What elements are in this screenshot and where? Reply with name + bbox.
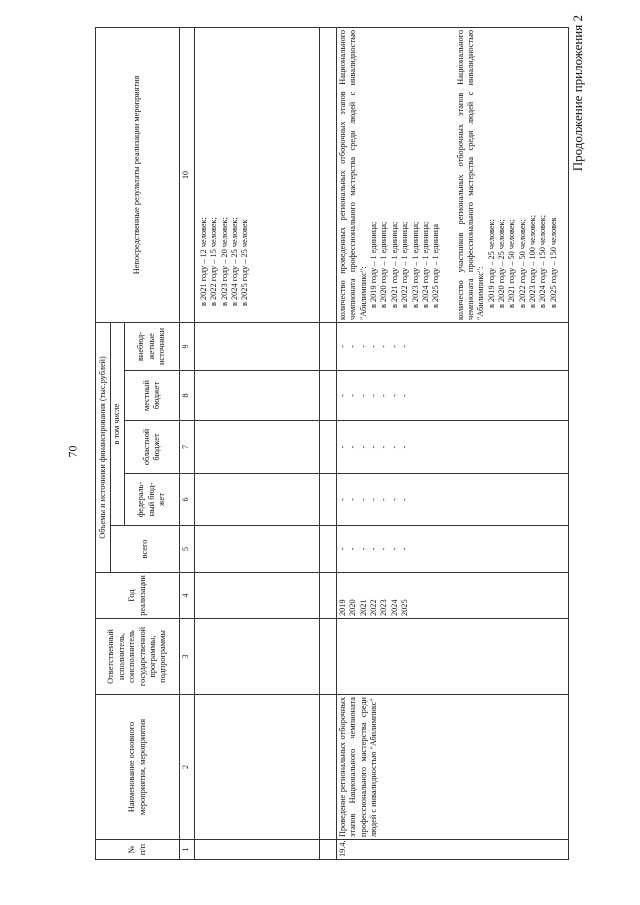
header-year: Год реализации	[96, 573, 180, 619]
dash: -	[348, 547, 358, 551]
header-name: Наименование основного мероприятия, мероприятия	[96, 695, 180, 840]
result-line: в 2022 году – 50 человек;	[517, 219, 527, 308]
dash: -	[358, 394, 368, 397]
dash: -	[389, 498, 399, 501]
item-name: Проведение региональных отборочных этапов Национального чемпионата профессионального мастерства среди людей с инвалидностью "Абилимпикс"	[337, 695, 569, 840]
header-executor: Ответственный исполнитель, соисполнитель государственной программы, подпрограммы	[96, 619, 180, 695]
header-local: местный бюджет	[125, 371, 180, 421]
column-number: 8	[180, 371, 195, 421]
local-values	[337, 371, 569, 421]
result-line: в 2021 году – 12 человек;	[199, 217, 208, 306]
dash: -	[400, 345, 410, 348]
column-number: 6	[180, 474, 195, 526]
appendix-title: Продолжение приложения 2	[570, 15, 585, 172]
result-line: в 2023 году – 1 единица;	[410, 221, 420, 308]
column-number: 9	[180, 322, 195, 370]
column-number: 4	[180, 573, 195, 619]
dash: -	[358, 547, 368, 551]
dash: -	[379, 498, 389, 501]
dash: -	[379, 394, 389, 397]
result-line: в 2025 году – 1 единица	[431, 224, 441, 308]
result-line: в 2025 году – 25 человек	[240, 219, 250, 306]
column-number: 7	[180, 421, 195, 474]
result-line: в 2023 году – 100 человек;	[528, 214, 538, 308]
header-regional: областной бюджет	[125, 421, 180, 474]
dash: -	[369, 498, 379, 501]
separator-row	[320, 27, 337, 859]
column-number: 3	[180, 619, 195, 695]
year: 2022	[369, 599, 379, 616]
header-total: всего	[111, 526, 180, 573]
dash: -	[348, 498, 358, 501]
result-line: в 2024 году – 150 человек;	[538, 214, 548, 308]
continued-results	[195, 27, 320, 322]
dash: -	[400, 394, 410, 397]
result-line: в 2021 году – 1 единица;	[389, 221, 399, 308]
item-results	[337, 27, 569, 322]
item-years	[337, 573, 569, 619]
dash: -	[358, 445, 368, 449]
result-line: в 2022 году – 15 человек;	[209, 217, 219, 306]
dash: -	[369, 345, 379, 348]
year: 2021	[358, 599, 368, 616]
result-intro-participants: количество участников региональных отборочных этапов Национального чемпионата профессионального мастерства среди людей с инвалидностью "Абилимпикс":	[455, 29, 486, 320]
header-including: в том числе	[111, 322, 125, 525]
dash: -	[369, 445, 379, 449]
header-federal: федераль- ный бюд- жет	[125, 474, 180, 526]
header-number: № п/п	[96, 840, 180, 860]
extrabudget-values	[337, 322, 569, 370]
result-line: в 2020 году – 1 единица;	[379, 221, 389, 308]
result-line: в 2021 году – 50 человек;	[507, 219, 517, 308]
header-results: Непосредственные результаты реализации мероприятия	[96, 27, 180, 322]
result-line: в 2024 году – 1 единица;	[420, 221, 430, 308]
year: 2025	[400, 599, 410, 616]
regional-values	[337, 421, 569, 474]
column-number-row	[180, 27, 195, 859]
dash: -	[358, 345, 368, 348]
continued-row	[195, 27, 320, 859]
result-line: в 2024 году – 25 человек;	[230, 217, 240, 306]
result-line: в 2019 году – 1 единица;	[369, 221, 379, 308]
dash: -	[338, 394, 347, 397]
dash: -	[379, 547, 389, 551]
column-number: 1	[180, 840, 195, 860]
header-row-1	[96, 27, 111, 859]
dash: -	[348, 345, 358, 348]
dash: -	[369, 547, 379, 551]
dash: -	[338, 445, 347, 449]
column-number: 5	[180, 526, 195, 573]
dash: -	[369, 394, 379, 397]
dash: -	[400, 547, 410, 551]
year: 2023	[379, 599, 389, 616]
dash: -	[389, 394, 399, 397]
dash: -	[379, 445, 389, 449]
dash: -	[389, 547, 399, 551]
dash: -	[338, 498, 347, 501]
measures-table	[95, 27, 569, 860]
header-extrabudget: внебюд- жетные источники	[125, 322, 180, 370]
dash: -	[389, 345, 399, 348]
result-line: в 2019 году – 25 человек;	[486, 219, 496, 308]
year: 2024	[389, 599, 399, 616]
dash: -	[400, 498, 410, 501]
result-line: в 2022 году – 1 единица;	[400, 221, 410, 308]
column-number: 2	[180, 695, 195, 840]
dash: -	[338, 345, 347, 348]
year: 2020	[348, 599, 358, 616]
dash: -	[379, 345, 389, 348]
dash: -	[389, 445, 399, 449]
dash: -	[348, 445, 358, 449]
total-values	[337, 526, 569, 573]
dash: -	[348, 394, 358, 397]
result-line: в 2023 году – 20 человек;	[219, 217, 229, 306]
item-row-19-4	[337, 27, 569, 859]
page-number: 70	[65, 445, 80, 458]
dash: -	[400, 445, 410, 449]
result-intro-events: количество проведенных региональных отборочных этапов Национального чемпионата профессионального мастерства среди людей с инвалидностью "Абилимпикс":	[338, 29, 368, 320]
dash: -	[358, 498, 368, 501]
federal-values	[337, 474, 569, 526]
column-number: 10	[180, 27, 195, 322]
header-funding-group: Объемы и источники финансирования (тыс.рублей)	[96, 322, 111, 572]
item-number: 19.4.	[337, 840, 569, 860]
dash: -	[338, 547, 347, 551]
year: 2019	[338, 599, 347, 616]
result-line: в 2020 году – 25 человек;	[497, 219, 507, 308]
result-line: в 2025 году – 150 человек	[548, 217, 558, 308]
